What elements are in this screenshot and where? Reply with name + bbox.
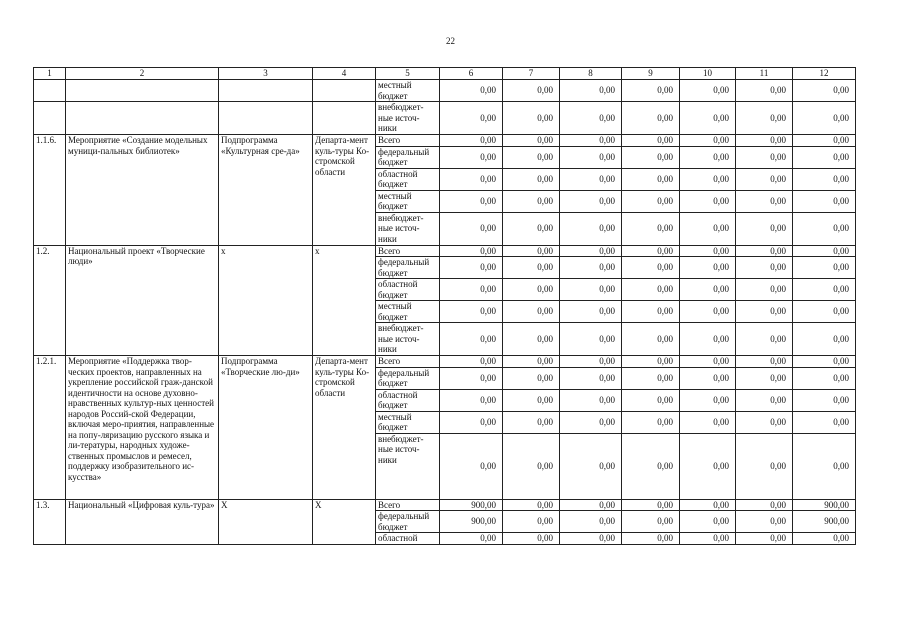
page-number: 22 xyxy=(446,36,455,46)
amount-cell: 0,00 xyxy=(599,333,615,344)
amount-cell: 0,00 xyxy=(833,173,849,184)
amount-cell: 0,00 xyxy=(480,333,496,344)
column-number: 2 xyxy=(139,68,145,78)
amount-cell: 0,00 xyxy=(713,223,729,234)
amount-cell: 0,00 xyxy=(537,112,553,123)
amount-cell: 0,00 xyxy=(657,284,673,295)
amount-cell: 0,00 xyxy=(713,372,729,383)
amount-cell: 0,00 xyxy=(537,173,553,184)
amount-cell: 0,00 xyxy=(713,394,729,405)
source-label: областной бюджет xyxy=(378,389,418,410)
amount-cell: 0,00 xyxy=(833,262,849,273)
amount-cell: 0,00 xyxy=(833,460,849,471)
amount-cell: 0,00 xyxy=(537,306,553,317)
amount-cell: 0,00 xyxy=(599,416,615,427)
executor-name: х xyxy=(315,245,320,256)
amount-cell: 0,00 xyxy=(599,245,615,256)
amount-cell: 0,00 xyxy=(833,394,849,405)
amount-cell: 0,00 xyxy=(833,284,849,295)
row-number: 1.1.6. xyxy=(36,135,57,145)
source-label: местный бюджет xyxy=(378,190,412,211)
amount-cell: 0,00 xyxy=(833,333,849,344)
source-label: местный бюджет xyxy=(378,301,412,322)
table-row xyxy=(34,499,856,511)
amount-cell: 0,00 xyxy=(833,306,849,317)
amount-cell: 0,00 xyxy=(480,416,496,427)
amount-cell: 0,00 xyxy=(833,151,849,162)
column-number: 5 xyxy=(405,68,410,78)
source-label: Всего xyxy=(378,135,401,145)
amount-cell: 0,00 xyxy=(480,151,496,162)
measure-name: Мероприятие «Поддержка твор-ческих проектов, направленных на укрепление российской граж-данской идентичности на основе духовно-нравственных культур-ных ценностей народов Россий-ской Федерации, включая меро-приятия, направленные на попу-ляризацию русского языка и ли-тературы, народных художе-ственных промыслов и ремесел, поддержку изобразительного ис-кусства» xyxy=(68,356,215,482)
amount-cell: 0,00 xyxy=(713,533,729,543)
amount-cell: 0,00 xyxy=(480,245,496,256)
column-number: 4 xyxy=(341,68,347,78)
table-row xyxy=(34,135,856,147)
amount-cell: 0,00 xyxy=(599,533,615,543)
amount-cell: 0,00 xyxy=(599,223,615,234)
amount-cell: 0,00 xyxy=(480,195,496,206)
amount-cell: 0,00 xyxy=(833,85,849,96)
amount-cell: 0,00 xyxy=(833,195,849,206)
amount-cell: 0,00 xyxy=(770,173,786,184)
amount-cell: 0,00 xyxy=(537,151,553,162)
amount-cell: 0,00 xyxy=(480,223,496,234)
amount-cell: 0,00 xyxy=(713,151,729,162)
amount-cell: 0,00 xyxy=(713,306,729,317)
amount-cell: 0,00 xyxy=(480,356,496,366)
amount-cell: 0,00 xyxy=(480,262,496,273)
amount-cell: 0,00 xyxy=(657,394,673,405)
amount-cell: 0,00 xyxy=(657,516,673,527)
amount-cell: 0,00 xyxy=(713,85,729,96)
measure-name: Национальный проект «Творческие люди» xyxy=(68,245,205,266)
amount-cell: 0,00 xyxy=(657,499,673,510)
amount-cell: 0,00 xyxy=(833,356,849,366)
amount-cell: 0,00 xyxy=(657,195,673,206)
amount-cell: 0,00 xyxy=(657,306,673,317)
program-name: х xyxy=(221,245,226,256)
table-row xyxy=(34,80,856,102)
amount-cell: 0,00 xyxy=(657,173,673,184)
amount-cell: 0,00 xyxy=(770,416,786,427)
amount-cell: 0,00 xyxy=(833,533,849,543)
amount-cell: 0,00 xyxy=(537,356,553,366)
column-number: 8 xyxy=(588,68,593,78)
amount-cell: 0,00 xyxy=(833,372,849,383)
amount-cell: 0,00 xyxy=(537,333,553,344)
source-label: внебюджет-ные источ-ники xyxy=(378,323,424,354)
amount-cell: 0,00 xyxy=(713,499,729,510)
source-label: Всего xyxy=(378,356,401,366)
source-label: федеральный бюджет xyxy=(378,511,430,532)
amount-cell: 0,00 xyxy=(770,195,786,206)
measure-name: Национальный «Цифровая куль-тура» xyxy=(68,499,215,510)
amount-cell: 0,00 xyxy=(537,195,553,206)
amount-cell: 0,00 xyxy=(480,394,496,405)
source-label: Всего xyxy=(378,245,401,256)
amount-cell: 0,00 xyxy=(537,533,553,543)
source-label: областной бюджет xyxy=(378,279,418,300)
amount-cell: 0,00 xyxy=(599,85,615,96)
column-number: 10 xyxy=(703,68,712,78)
amount-cell: 0,00 xyxy=(713,516,729,527)
executor-name: Х xyxy=(315,499,322,510)
amount-cell: 0,00 xyxy=(770,223,786,234)
column-number: 12 xyxy=(819,68,829,78)
amount-cell: 0,00 xyxy=(480,533,496,543)
amount-cell: 0,00 xyxy=(713,262,729,273)
amount-cell: 0,00 xyxy=(713,245,729,256)
source-label: местный бюджет xyxy=(378,411,412,432)
amount-cell: 0,00 xyxy=(537,223,553,234)
column-number: 7 xyxy=(528,68,534,78)
amount-cell: 0,00 xyxy=(770,135,786,145)
column-number: 6 xyxy=(468,68,474,78)
amount-cell: 0,00 xyxy=(599,460,615,471)
table-row xyxy=(34,356,856,368)
table-row xyxy=(34,102,856,135)
amount-cell: 900,00 xyxy=(471,499,496,510)
amount-cell: 0,00 xyxy=(770,245,786,256)
program-name: Подпрограмма «Творческие лю-ди» xyxy=(221,356,300,377)
source-label: внебюджет-ные источ-ники xyxy=(378,212,424,244)
amount-cell: 0,00 xyxy=(480,372,496,383)
amount-cell: 0,00 xyxy=(770,112,786,123)
amount-cell: 0,00 xyxy=(770,284,786,295)
source-label: местный бюджет xyxy=(378,80,412,101)
source-label: областной бюджет xyxy=(378,168,418,189)
amount-cell: 0,00 xyxy=(537,372,553,383)
executor-name: Департа-мент куль-туры Ко-стромской области xyxy=(315,135,370,177)
amount-cell: 0,00 xyxy=(713,135,729,145)
amount-cell: 0,00 xyxy=(599,499,615,510)
source-label: федеральный бюджет xyxy=(378,367,430,388)
amount-cell: 0,00 xyxy=(599,112,615,123)
amount-cell: 0,00 xyxy=(599,394,615,405)
amount-cell: 0,00 xyxy=(480,173,496,184)
amount-cell: 0,00 xyxy=(537,135,553,145)
row-number: 1.3. xyxy=(36,499,50,510)
amount-cell: 0,00 xyxy=(657,245,673,256)
source-label: внебюджет-ные источ-ники xyxy=(378,433,424,465)
amount-cell: 0,00 xyxy=(480,284,496,295)
amount-cell: 0,00 xyxy=(480,460,496,471)
amount-cell: 0,00 xyxy=(537,460,553,471)
amount-cell: 0,00 xyxy=(770,85,786,96)
amount-cell: 0,00 xyxy=(657,416,673,427)
amount-cell: 0,00 xyxy=(480,306,496,317)
amount-cell: 0,00 xyxy=(537,516,553,527)
column-number: 9 xyxy=(648,68,653,78)
header-row xyxy=(34,68,856,80)
amount-cell: 0,00 xyxy=(770,533,786,543)
source-label: Всего xyxy=(378,499,401,510)
amount-cell: 0,00 xyxy=(713,460,729,471)
column-number: 3 xyxy=(263,68,268,78)
amount-cell: 0,00 xyxy=(599,173,615,184)
amount-cell: 0,00 xyxy=(657,135,673,145)
amount-cell: 0,00 xyxy=(657,85,673,96)
amount-cell: 0,00 xyxy=(713,356,729,366)
amount-cell: 0,00 xyxy=(657,333,673,344)
amount-cell: 0,00 xyxy=(713,416,729,427)
row-number: 1.2.1. xyxy=(36,356,57,366)
amount-cell: 0,00 xyxy=(537,85,553,96)
amount-cell: 0,00 xyxy=(657,151,673,162)
amount-cell: 0,00 xyxy=(657,460,673,471)
amount-cell: 0,00 xyxy=(657,372,673,383)
amount-cell: 0,00 xyxy=(770,262,786,273)
amount-cell: 0,00 xyxy=(537,416,553,427)
amount-cell: 0,00 xyxy=(770,306,786,317)
amount-cell: 0,00 xyxy=(770,151,786,162)
amount-cell: 0,00 xyxy=(833,223,849,234)
amount-cell: 0,00 xyxy=(480,135,496,145)
amount-cell: 900,00 xyxy=(471,516,496,527)
amount-cell: 0,00 xyxy=(599,356,615,366)
amount-cell: 0,00 xyxy=(713,284,729,295)
amount-cell: 0,00 xyxy=(599,284,615,295)
amount-cell: 0,00 xyxy=(713,195,729,206)
amount-cell: 0,00 xyxy=(713,333,729,344)
amount-cell: 0,00 xyxy=(770,516,786,527)
amount-cell: 0,00 xyxy=(657,112,673,123)
measure-name: Мероприятие «Создание модельных муници-пальных библиотек» xyxy=(68,135,208,156)
amount-cell: 0,00 xyxy=(657,533,673,543)
amount-cell: 0,00 xyxy=(770,499,786,510)
source-label: федеральный бюджет xyxy=(378,257,430,278)
amount-cell: 0,00 xyxy=(833,245,849,256)
amount-cell: 0,00 xyxy=(713,112,729,123)
amount-cell: 0,00 xyxy=(657,262,673,273)
amount-cell: 0,00 xyxy=(833,416,849,427)
amount-cell: 0,00 xyxy=(599,306,615,317)
source-label: областной xyxy=(378,533,418,543)
amount-cell: 0,00 xyxy=(537,245,553,256)
budget-table xyxy=(33,67,856,545)
program-name: Подпрограмма «Культурная сре-да» xyxy=(221,135,300,156)
amount-cell: 0,00 xyxy=(480,112,496,123)
amount-cell: 0,00 xyxy=(599,151,615,162)
column-number: 11 xyxy=(759,68,769,78)
amount-cell: 0,00 xyxy=(833,135,849,145)
amount-cell: 0,00 xyxy=(599,262,615,273)
amount-cell: 0,00 xyxy=(833,112,849,123)
amount-cell: 0,00 xyxy=(657,223,673,234)
amount-cell: 0,00 xyxy=(713,173,729,184)
amount-cell: 0,00 xyxy=(770,460,786,471)
amount-cell: 0,00 xyxy=(537,262,553,273)
row-number: 1.2. xyxy=(36,245,50,256)
program-name: Х xyxy=(221,499,228,510)
amount-cell: 0,00 xyxy=(657,356,673,366)
source-label: федеральный бюджет xyxy=(378,146,430,167)
amount-cell: 0,00 xyxy=(599,516,615,527)
amount-cell: 900,00 xyxy=(824,499,849,510)
table-row xyxy=(34,245,856,257)
amount-cell: 0,00 xyxy=(599,372,615,383)
source-label: внебюджет-ные источ-ники xyxy=(378,102,424,133)
amount-cell: 0,00 xyxy=(599,195,615,206)
amount-cell: 0,00 xyxy=(480,85,496,96)
amount-cell: 0,00 xyxy=(599,135,615,145)
amount-cell: 0,00 xyxy=(537,284,553,295)
amount-cell: 0,00 xyxy=(770,394,786,405)
amount-cell: 0,00 xyxy=(770,356,786,366)
column-number: 1 xyxy=(47,68,52,78)
executor-name: Департа-мент куль-туры Ко-стромской области xyxy=(315,356,370,398)
amount-cell: 0,00 xyxy=(537,394,553,405)
amount-cell: 900,00 xyxy=(824,516,849,527)
amount-cell: 0,00 xyxy=(770,333,786,344)
amount-cell: 0,00 xyxy=(770,372,786,383)
amount-cell: 0,00 xyxy=(537,499,553,510)
